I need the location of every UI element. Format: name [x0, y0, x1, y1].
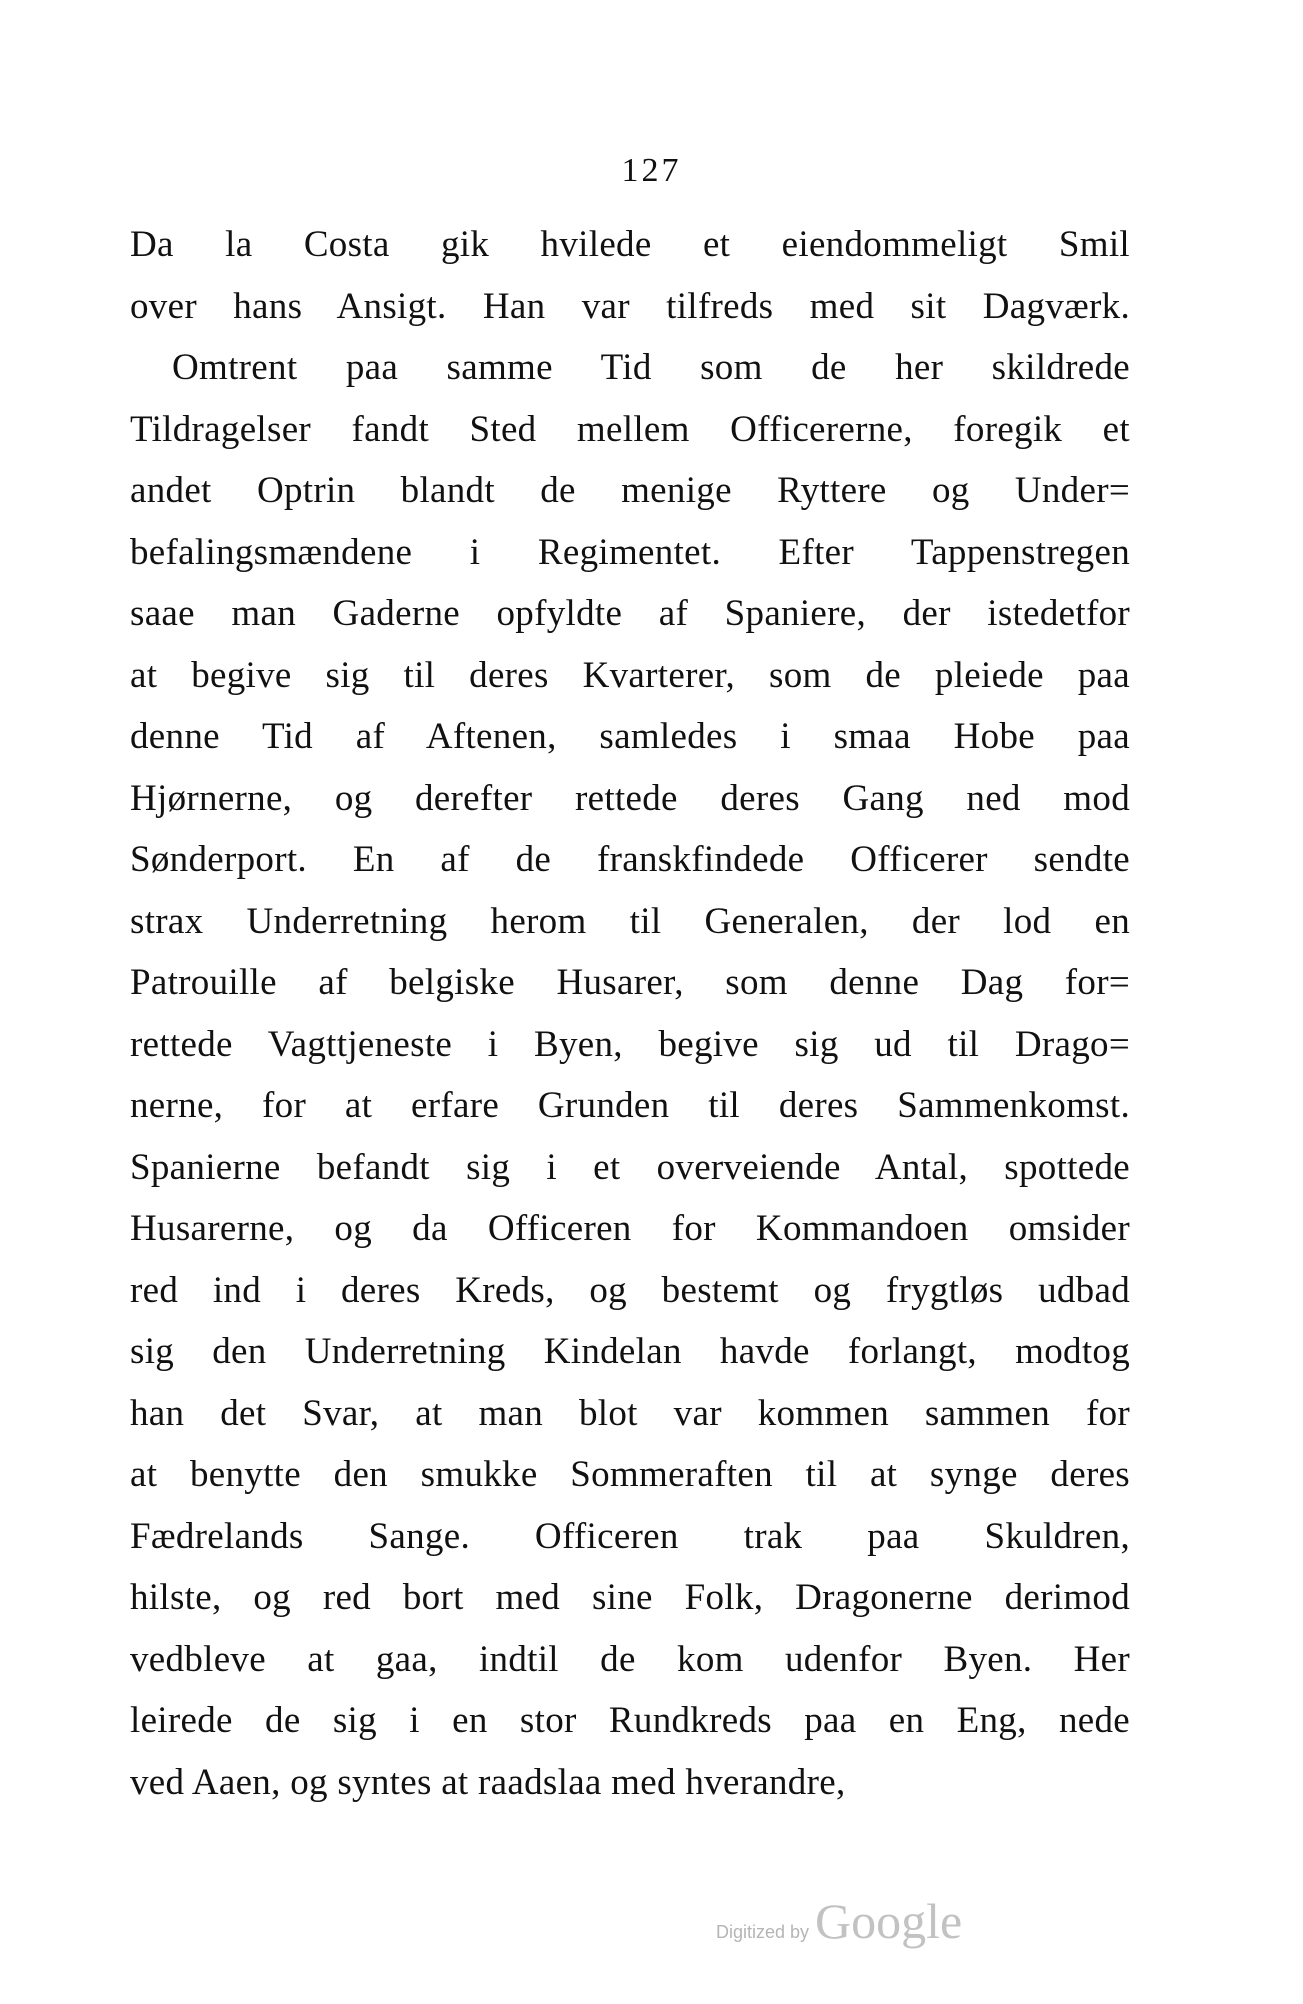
- text-line: at begive sig til deres Kvarterer, som de pleiede paa: [130, 654, 1130, 696]
- watermark-prefix: Digitized by: [716, 1922, 810, 1942]
- text-line: leirede de sig i en stor Rundkreds paa en Eng, nede: [130, 1700, 1130, 1741]
- text-line: hilste, og red bort med sine Folk, Dragonerne derimod: [130, 1577, 1130, 1618]
- text-line: Tildragelser fandt Sted mellem Officererne, foregik et: [130, 408, 1130, 450]
- text-line: vedbleve at gaa, indtil de kom udenfor Byen. Her: [130, 1638, 1130, 1680]
- text-line: andet Optrin blandt de menige Ryttere og Under=: [130, 470, 1130, 511]
- text-line: denne Tid af Aftenen, samledes i smaa Hobe paa: [130, 716, 1130, 757]
- text-line: Da la Costa gik hvilede et eiendommeligt Smil: [130, 224, 1130, 265]
- body-text: [130, 214, 1130, 1813]
- text-line: red ind i deres Kreds, og bestemt og frygtløs udbad: [130, 1269, 1130, 1311]
- text-line: han det Svar, at man blot var kommen sammen for: [130, 1392, 1130, 1434]
- text-line: strax Underretning herom til Generalen, der lod en: [130, 900, 1130, 942]
- text-line: saae man Gaderne opfyldte af Spaniere, der istedetfor: [130, 593, 1130, 634]
- google-logo: Google: [815, 1893, 963, 1949]
- text-line: sig den Underretning Kindelan havde forlangt, modtog: [130, 1331, 1130, 1372]
- page-number: 127: [621, 152, 682, 189]
- text-line: Husarerne, og da Officeren for Kommandoen omsider: [130, 1208, 1130, 1249]
- text-line: Hjørnerne, og derefter rettede deres Gang ned mod: [130, 777, 1130, 819]
- text-line: Sønderport. En af de franskfindede Officerer sendte: [130, 839, 1130, 880]
- text-line: ved Aaen, og syntes at raadslaa med hverandre,: [130, 1761, 846, 1803]
- text-line: over hans Ansigt. Han var tilfreds med sit Dagværk.: [130, 285, 1130, 327]
- text-line: Omtrent paa samme Tid som de her skildrede: [172, 347, 1130, 388]
- text-line: Fædrelands Sange. Officeren trak paa Skuldren,: [130, 1515, 1130, 1557]
- text-line: befalingsmændene i Regimentet. Efter Tappenstregen: [130, 531, 1130, 573]
- text-line: rettede Vagttjeneste i Byen, begive sig ud til Drago=: [130, 1023, 1130, 1065]
- text-line: at benytte den smukke Sommeraften til at synge deres: [130, 1454, 1130, 1495]
- text-line: Spanierne befandt sig i et overveiende Antal, spottede: [130, 1146, 1130, 1188]
- text-line: nerne, for at erfare Grunden til deres Sammenkomst.: [130, 1085, 1130, 1126]
- text-line: Patrouille af belgiske Husarer, som denne Dag for=: [130, 962, 1130, 1003]
- digitized-by-google-watermark: [716, 1892, 962, 1950]
